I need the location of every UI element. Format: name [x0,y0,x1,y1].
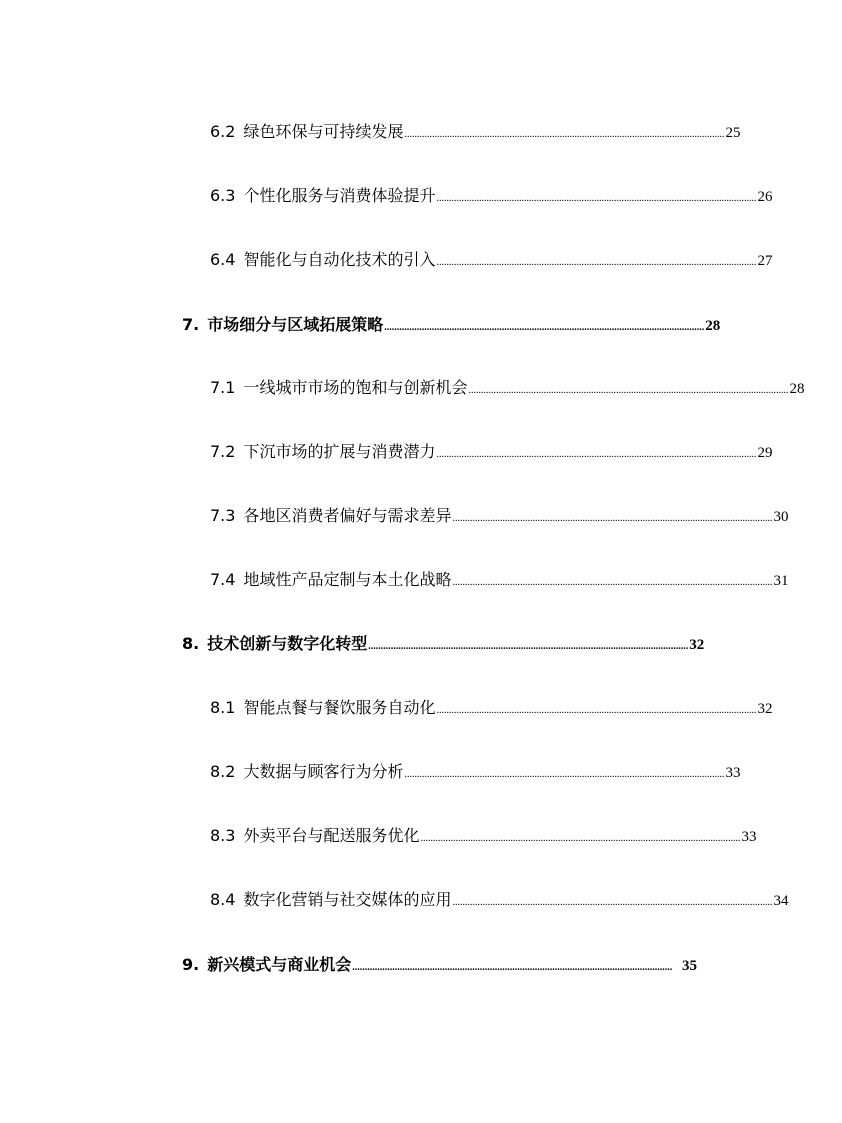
toc-dot-leader: ................................................................................................................................ [436,193,757,204]
toc-dot-leader: ................................................................................................................................ [420,833,741,844]
toc-dot-leader: ................................................................................................................................ [404,129,725,140]
toc-entry-number: 6.3 [210,186,236,205]
toc-dot-leader: ................................................................................................................................ [468,385,789,396]
toc-entry-6-4[interactable] [210,247,773,270]
toc-entry-6-2[interactable] [210,119,741,142]
toc-entry-page: 25 [725,125,741,141]
toc-entry-title: 外卖平台与配送服务优化 [243,826,420,845]
toc-entry-number: 6.4 [210,250,236,269]
toc-entry-page: 29 [757,445,773,461]
toc-entry-9[interactable] [182,952,697,975]
toc-entry-page: 31 [773,573,789,589]
toc-entry-8-1[interactable] [210,695,773,718]
toc-entry-title: 各地区消费者偏好与需求差异 [243,506,452,525]
toc-entry-number: 8. [182,634,200,653]
toc-entry-title: 下沉市场的扩展与消费潜力 [243,442,436,461]
toc-dot-leader: ................................................................................................................................ [404,769,725,780]
toc-entry-title: 数字化营销与社交媒体的应用 [243,890,452,909]
toc-entry-7-2[interactable] [210,439,773,462]
toc-entry-title: 个性化服务与消费体验提升 [243,186,436,205]
toc-entry-number: 8.1 [210,698,236,717]
toc-entry-page: 27 [757,253,773,269]
toc-entry-8-4[interactable] [210,887,789,910]
toc-entry-page: 34 [773,893,789,909]
toc-entry-8[interactable] [182,631,705,654]
toc-entry-title: 智能点餐与餐饮服务自动化 [243,698,436,717]
toc-entry-title: 绿色环保与可持续发展 [243,122,404,141]
toc-dot-leader: ................................................................................................................................ [436,257,757,268]
toc-entry-7[interactable] [182,312,721,335]
toc-entry-page: 33 [725,765,741,781]
toc-entry-page: 30 [773,509,789,525]
toc-entry-number: 7. [182,315,200,334]
toc-entry-number: 9. [182,955,200,974]
toc-entry-title: 智能化与自动化技术的引入 [243,250,436,269]
toc-dot-leader: ................................................................................................................................ [384,322,705,333]
toc-entry-number: 8.4 [210,890,236,909]
toc-entry-title: 新兴模式与商业机会 [207,955,352,974]
toc-entry-6-3[interactable] [210,183,773,206]
toc-entry-page: 33 [741,829,757,845]
toc-dot-leader: ................................................................................................................................ [452,513,773,524]
toc-entry-7-1[interactable] [210,375,805,398]
toc-entry-number: 6.2 [210,122,236,141]
toc-entry-title: 一线城市市场的饱和与创新机会 [243,378,468,397]
toc-dot-leader: ................................................................................................................................ [352,962,673,973]
toc-entry-number: 7.3 [210,506,236,525]
toc-entry-number: 7.1 [210,378,236,397]
toc-entry-number: 7.4 [210,570,236,589]
toc-dot-leader: ................................................................................................................................ [436,705,757,716]
toc-dot-leader: ................................................................................................................................ [368,641,689,652]
toc-entry-title: 技术创新与数字化转型 [207,634,368,653]
toc-entry-title: 大数据与顾客行为分析 [243,762,404,781]
toc-entry-8-3[interactable] [210,823,757,846]
toc-entry-page: 32 [689,637,705,653]
toc-entry-number: 8.2 [210,762,236,781]
toc-dot-leader: ................................................................................................................................ [452,897,773,908]
toc-entry-page: 28 [705,318,721,334]
toc-dot-leader: ................................................................................................................................ [452,577,773,588]
toc-entry-title: 地域性产品定制与本土化战略 [243,570,452,589]
toc-entry-page: 35 [682,958,697,974]
toc-entry-title: 市场细分与区域拓展策略 [207,315,384,334]
toc-entry-7-4[interactable] [210,567,789,590]
toc-entry-page: 32 [757,701,773,717]
toc-entry-page: 28 [789,381,805,397]
toc-entry-page: 26 [757,189,773,205]
toc-entry-number: 8.3 [210,826,236,845]
toc-dot-leader: ................................................................................................................................ [436,449,757,460]
toc-entry-number: 7.2 [210,442,236,461]
toc-entry-8-2[interactable] [210,759,741,782]
toc-entry-7-3[interactable] [210,503,789,526]
